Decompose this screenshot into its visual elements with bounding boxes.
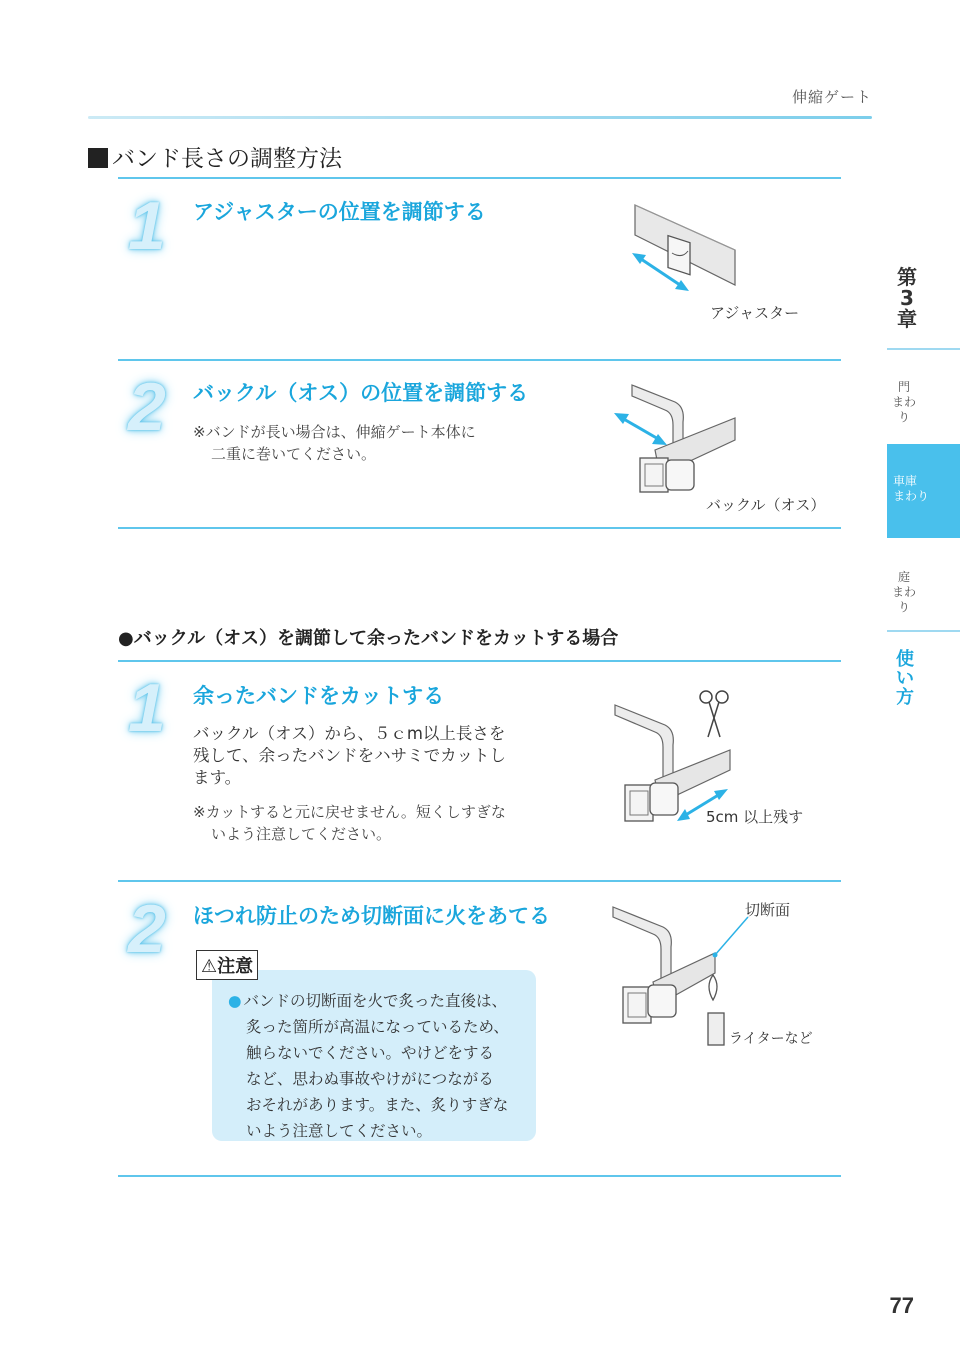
page-number: 77: [889, 1293, 914, 1318]
nav-item-usage[interactable]: 使 い 方: [896, 649, 914, 708]
section-title: [88, 140, 342, 173]
nav-divider: [887, 630, 960, 632]
note-b1-line1: ※カットすると元に戻せません。短くしすぎな: [193, 803, 506, 821]
caption-adjuster: アジャスター: [710, 304, 800, 322]
caution-line: 炙った箇所が高温になっているため、: [246, 1018, 509, 1036]
step-title-a2: バックル（オス）の位置を調節する: [193, 381, 529, 405]
warning-triangle-icon: ⚠: [201, 956, 218, 977]
caution-line: など、思わぬ事故やけがにつながる: [246, 1070, 494, 1088]
caution-line: ● バンドの切断面を火で炙った直後は、: [228, 992, 508, 1010]
caution-line: おそれがあります。また、炙りすぎな: [246, 1096, 509, 1114]
scissors-icon: [700, 691, 728, 737]
step-number-b2: 2: [128, 891, 166, 967]
adjuster-illustration: [620, 195, 750, 300]
body-b1-line3: ます。: [193, 768, 242, 787]
caution-label: [196, 950, 258, 980]
chapter-marker: 第 3 章: [897, 265, 917, 331]
step-title-a1: アジャスターの位置を調節する: [193, 200, 486, 224]
rule-end-b: [118, 1175, 841, 1177]
body-b1-line1: バックル（オス）から、５ｃm以上長さを: [193, 724, 506, 743]
header-rule: [88, 116, 872, 119]
buckle-illustration: [600, 380, 750, 505]
bullet-icon: ●: [228, 992, 242, 1010]
note-a2-line2: 二重に巻いてください。: [211, 445, 377, 463]
step-number-a1: 1: [128, 188, 166, 264]
caution-line: 触らないでください。やけどをする: [246, 1044, 495, 1062]
nav-item-gate[interactable]: 門 まわり: [891, 380, 916, 424]
rule-step-b2: [118, 880, 841, 882]
section-title-text: バンド長さの調整方法: [112, 146, 342, 172]
caution-text: [228, 988, 528, 1144]
rule-top: [118, 177, 841, 179]
caption-lighter: ライターなど: [729, 1031, 813, 1047]
rule-step2: [118, 359, 841, 361]
nav-divider: [887, 348, 960, 350]
note-b1-line2: いよう注意してください。: [211, 825, 392, 843]
square-bullet-icon: [88, 148, 108, 168]
subsection-heading: ●バックル（オス）を調節して余ったバンドをカットする場合: [118, 628, 619, 649]
step-number-b1: 1: [128, 670, 166, 746]
caption-buckle: バックル（オス）: [706, 496, 826, 514]
rule-end-a: [118, 527, 841, 529]
caption-cut-surface: 切断面: [745, 901, 791, 919]
running-header: 伸縮ゲート: [791, 88, 872, 106]
caution-label-text: 注意: [217, 956, 254, 977]
note-a2-line1: ※バンドが長い場合は、伸縮ゲート本体に: [193, 423, 476, 441]
body-b1-line2: 残して、余ったバンドをハサミでカットし: [193, 746, 507, 765]
step-title-b2: ほつれ防止のため切断面に火をあてる: [193, 904, 550, 928]
nav-item-garden[interactable]: 庭 まわり: [891, 570, 916, 614]
step-number-a2: 2: [128, 369, 166, 445]
rule-sub: [118, 660, 841, 662]
lighter-icon: [708, 975, 724, 1045]
nav-item-garage[interactable]: 車庫 まわり: [887, 444, 960, 538]
caution-line: いよう注意してください。: [246, 1122, 433, 1140]
caption-5cm: 5cm 以上残す: [706, 808, 804, 826]
step-title-b1: 余ったバンドをカットする: [193, 684, 445, 708]
